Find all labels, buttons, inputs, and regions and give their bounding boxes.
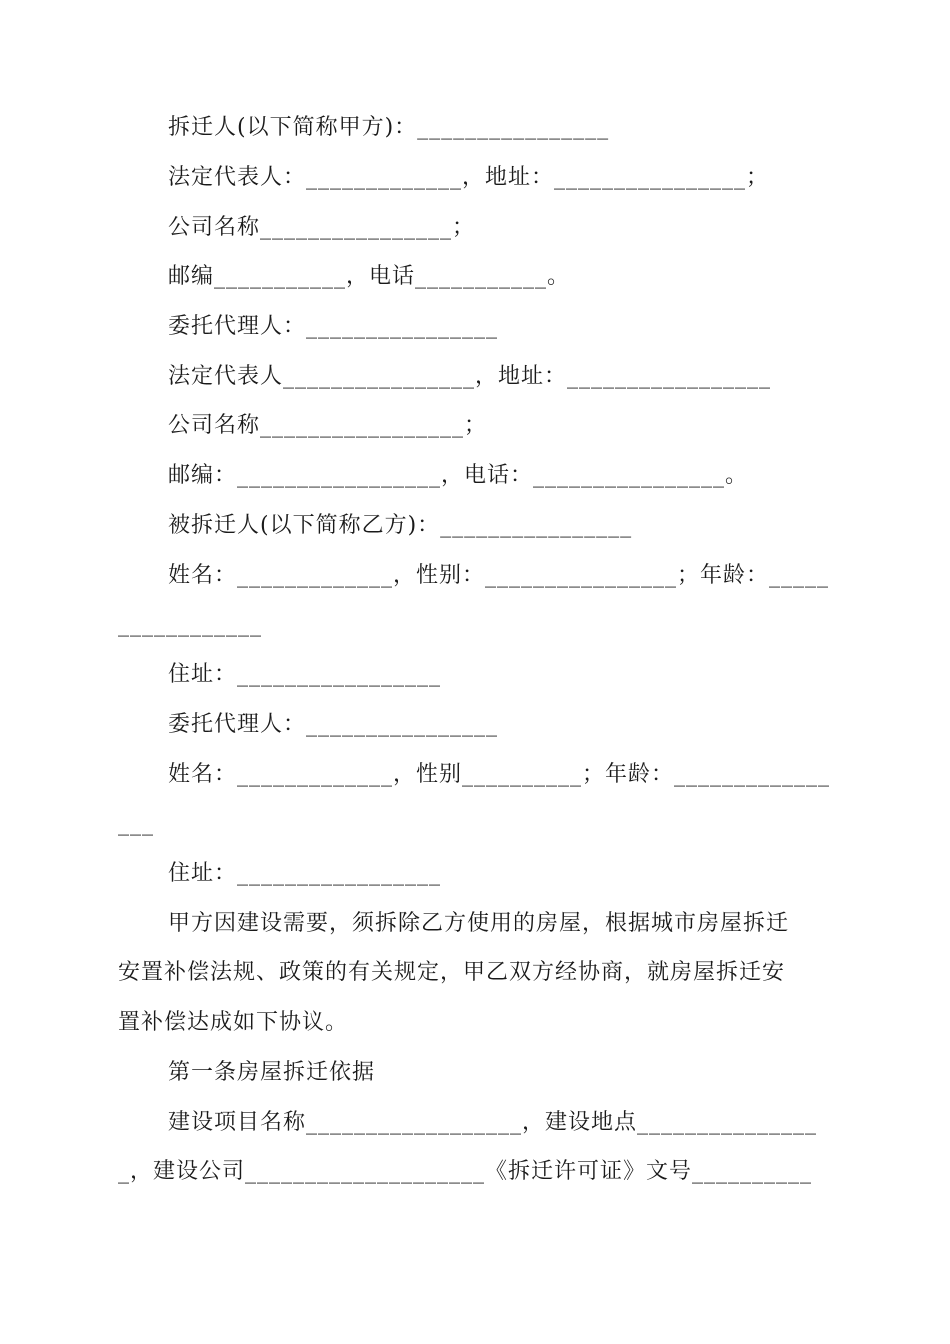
article-one-heading: 第一条房屋拆迁依据 xyxy=(168,1060,376,1085)
party-b-name-gender-age-line: 姓名：_____________，性别：________________；年龄：_____ xyxy=(168,563,830,588)
agent-legal-representative-address-line: 法定代表人________________，地址：_________________ xyxy=(168,364,772,389)
agreement-intro-line-1: 甲方因建设需要，须拆除乙方使用的房屋，根据城市房屋拆迁 xyxy=(168,911,790,936)
demolisher-party-a-line: 拆迁人(以下简称甲方)：________________ xyxy=(168,115,610,140)
legal-representative-address-line: 法定代表人：_____________，地址：________________； xyxy=(168,165,770,190)
company-name-line: 公司名称________________； xyxy=(168,215,476,240)
agent-company-name-line: 公司名称_________________； xyxy=(168,413,488,438)
agreement-intro-line-3: 置补偿达成如下协议。 xyxy=(118,1010,349,1035)
entrusted-agent-line: 委托代理人：________________ xyxy=(168,314,499,339)
agreement-intro-line-2: 安置补偿法规、政策的有关规定，甲乙双方经协商，就房屋拆迁安 xyxy=(118,960,786,985)
construction-company-permit-line: _，建设公司____________________《拆迁许可证》文号__________ xyxy=(118,1159,813,1184)
party-b-address-line: 住址：_________________ xyxy=(168,662,442,687)
agent-postcode-phone-line: 邮编：_________________，电话：________________。 xyxy=(168,463,749,488)
postcode-phone-line: 邮编___________，电话___________。 xyxy=(168,264,571,289)
party-b-agent-line: 委托代理人：________________ xyxy=(168,712,499,737)
party-b-agent-name-gender-age-line: 姓名：_____________，性别__________；年龄：_____________ xyxy=(168,762,831,787)
party-b-agent-address-line: 住址：_________________ xyxy=(168,861,442,886)
party-b-line: 被拆迁人(以下简称乙方)：________________ xyxy=(168,513,633,538)
party-b-age-continuation-line: ____________ xyxy=(118,612,262,637)
project-name-location-line: 建设项目名称__________________，建设地点_______________ xyxy=(168,1110,818,1135)
party-b-agent-age-continuation-line: ___ xyxy=(118,811,154,836)
